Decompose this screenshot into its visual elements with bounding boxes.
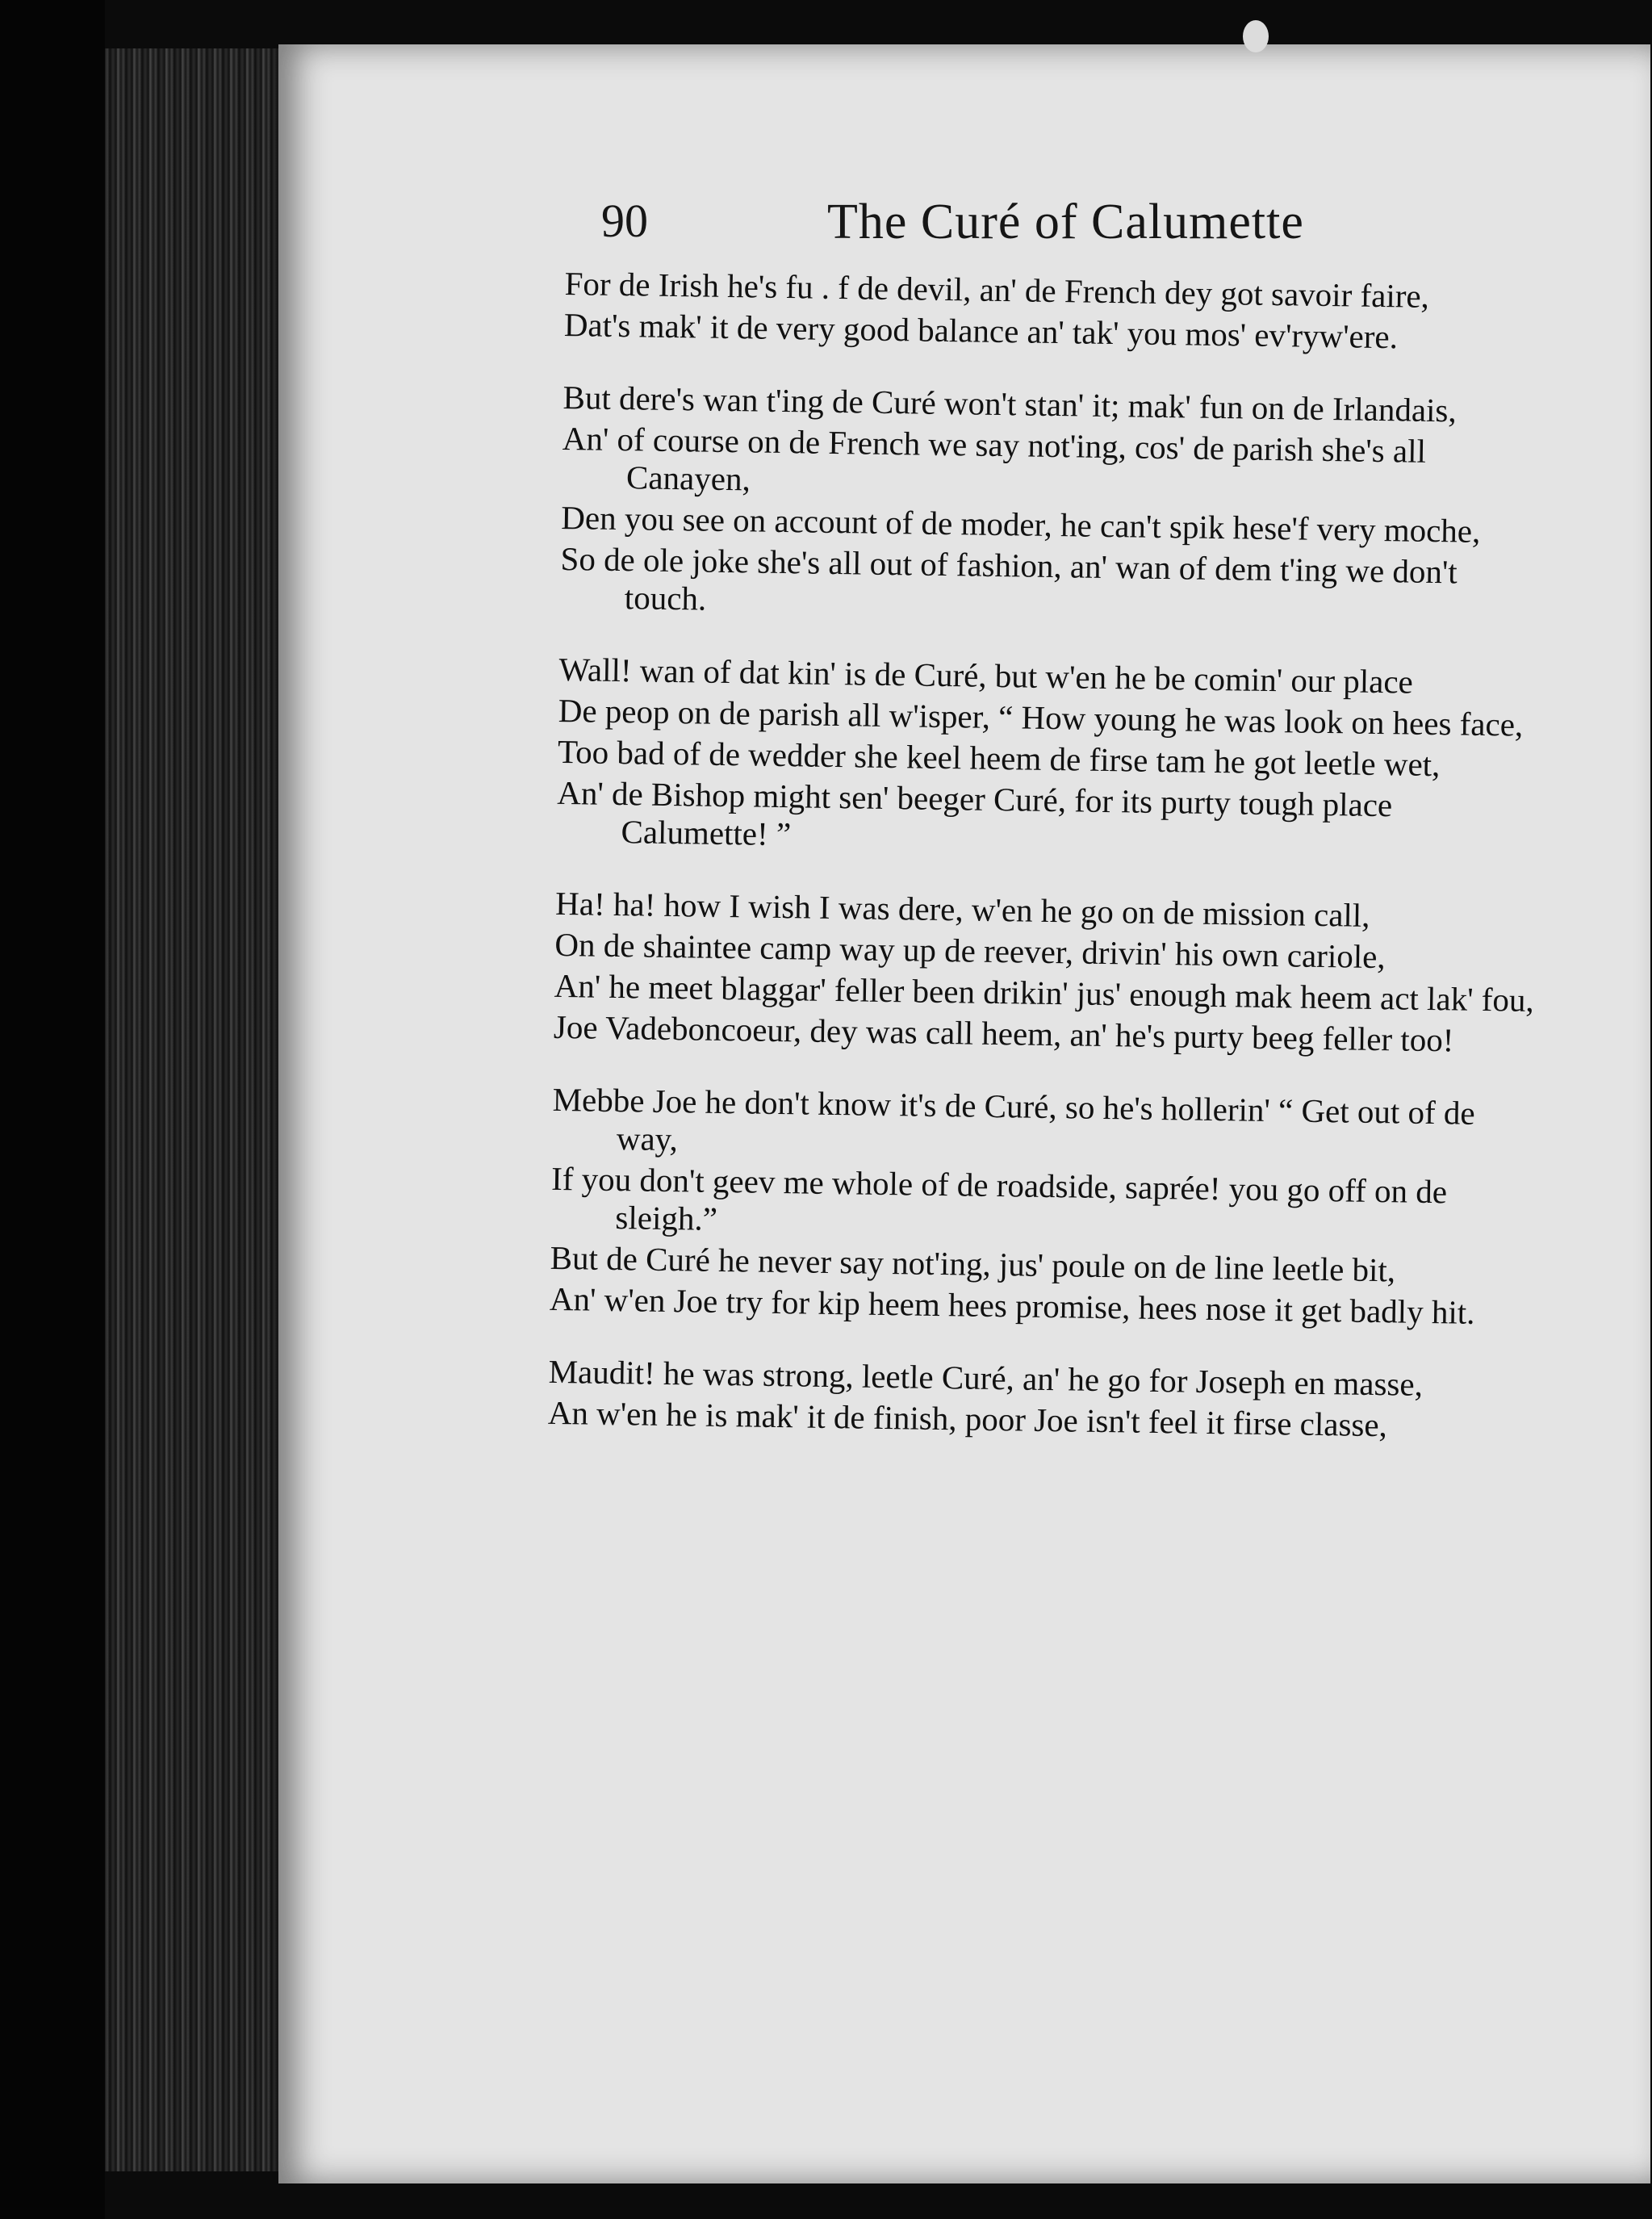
verse-line: So de ole joke she's all out of fashion, an' wan of dem t'ing we don't touch. xyxy=(560,539,1458,618)
stanza xyxy=(560,379,1548,630)
verse-line: But dere's wan t'ing de Curé won't stan' it; mak' fun on de Irlandais, xyxy=(563,378,1458,429)
verse-line: An' of course on de French we say not'ing, cos' de parish she's all Canayen, xyxy=(562,419,1427,498)
verse-line: An' he meet blaggar' feller been drikin' jus' enough mak heem act lak' fou, xyxy=(554,966,1535,1019)
stanza xyxy=(548,1353,1533,1447)
verse-line: An' de Bishop might sen' beeger Curé, for its purty tough place Calumette! ” xyxy=(556,773,1393,853)
stanza xyxy=(554,885,1541,1061)
scan-speck xyxy=(1243,20,1269,52)
scan-background-left xyxy=(0,0,105,2219)
verse-line: Mebbe Joe he don't know it's de Curé, so he's hollerin' “ Get out of de way, xyxy=(552,1080,1476,1158)
stanza xyxy=(564,265,1550,358)
verse-line: An' w'en Joe try for kip heem hees promise, hees nose it get badly hit. xyxy=(549,1279,1475,1331)
verse-line: Ha! ha! how I wish I was dere, w'en he go on de mission call, xyxy=(554,884,1370,934)
running-head xyxy=(601,194,1408,258)
verse-line: Joe Vadeboncoeur, dey was call heem, an' he's purty beeg feller too! xyxy=(553,1007,1454,1059)
verse-line: For de Irish he's fu . f de devil, an' de French dey got savoir faire, xyxy=(564,265,1430,315)
stanza xyxy=(550,1081,1537,1333)
verse-line: Dat's mak' it de very good balance an' tak' you mos' ev'ryw'ere. xyxy=(563,305,1399,356)
verse-line: Too bad of de wedder she keel heem de firse tam he got leetle wet, xyxy=(557,732,1441,784)
verse-line: If you don't geev me whole of de roadside, saprée! you go off on de sleigh.” xyxy=(550,1159,1448,1237)
page-number: 90 xyxy=(601,195,648,247)
verse-line: Wall! wan of dat kin' is de Curé, but w'en he be comin' our place xyxy=(558,650,1414,701)
verse-line: De peop on de parish all w'isper, “ How young he was look on hees face, xyxy=(558,691,1524,743)
verse-line: Maudit! he was strong, leetle Curé, an' he go for Joseph en masse, xyxy=(548,1352,1424,1403)
verse-line: Den you see on account of de moder, he can't spik hese'f very moche, xyxy=(561,498,1481,550)
stanza xyxy=(556,651,1544,865)
poem-text xyxy=(547,265,1550,1481)
verse-line: But de Curé he never say not'ing, jus' poule on de line leetle bit, xyxy=(550,1238,1396,1289)
page-title: The Curé of Calumette xyxy=(827,195,1304,249)
verse-line: On de shaintee camp way up de reever, drivin' his own cariole, xyxy=(554,925,1386,976)
verse-line: An w'en he is mak' it de finish, poor Joe isn't feel it firse classe, xyxy=(547,1393,1388,1444)
